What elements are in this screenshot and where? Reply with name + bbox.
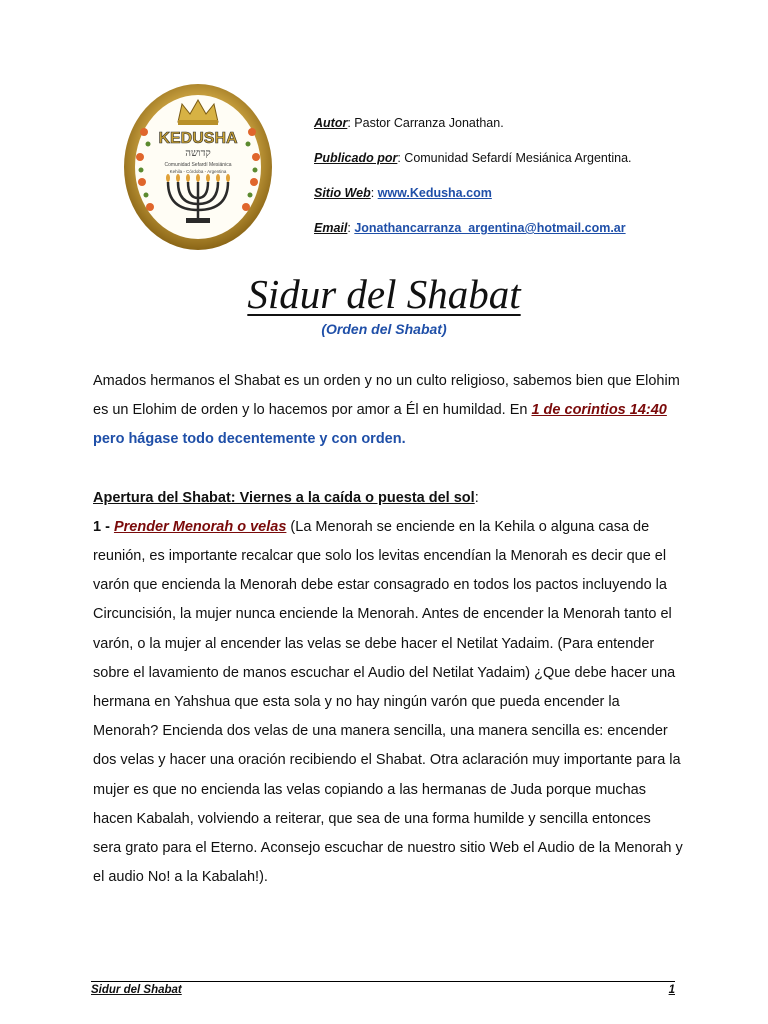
email-label: Email	[314, 221, 348, 235]
title-text: Sidur del Shabat	[247, 271, 521, 317]
author-line	[314, 106, 632, 141]
section-heading-colon: :	[474, 489, 479, 506]
website-line	[314, 176, 632, 211]
step-title: Prender Menorah o velas	[113, 518, 287, 535]
page-number: 1	[668, 984, 675, 996]
document-title	[0, 268, 768, 320]
logo-name: KEDUSHA	[158, 130, 238, 147]
document-subtitle: (Orden del Shabat)	[321, 321, 447, 337]
logo-hebrew: קדושה	[185, 148, 211, 159]
publisher-value: : Comunidad Sefardí Mesiánica Argentina.	[397, 151, 632, 165]
website-link[interactable]: www.Kedusha.com	[377, 186, 492, 200]
website-separator: :	[370, 186, 378, 200]
author-label: Autor	[314, 116, 348, 130]
logo-place: Kehila - Córdoba - Argentina	[169, 169, 227, 174]
website-label: Sitio Web	[314, 186, 371, 200]
intro-paragraph	[93, 367, 683, 455]
section-heading-text: Apertura del Shabat: Viernes a la caída o puesta del sol	[93, 489, 475, 506]
document-meta	[314, 106, 632, 246]
footer-title: Sidur del Shabat	[91, 984, 182, 996]
step-text: (La Menorah se enciende en la Kehila o alguna casa de reunión, es importante recalcar que solo los levitas encendían la Menorah es decir que el varón que encienda la Menorah debe estar consagrado en todos los pactos incluyendo la Circuncisión, la mujer nunca enciende la Menorah. Antes de encender la Menorah tanto el varón, o la mujer al encender las velas se debe hacer el Netilat Yadaim. (Para entender sobre el lavamiento de manos escuchar el Audio del Netilat Yadaim) ¿Que debe hacer una hermana en Yahshua que esta sola y no hay ningún varón que pueda encender la Menorah? Encienda dos velas de una manera sencilla, una manera sencilla es: encender dos velas y hacer una oración recibiendo el Shabat. Otra aclaración muy importante para la mujer es que no encienda las velas copiando a las hermanas de Juda porque muchas hacen Kabalah, volviendo a reiterar, que sea de una forma humilde y sencilla entonces sera grato para el Eterno. Aconsejo escuchar de nuestro sitio Web el Audio de la Menorah y el audio No! a la Kabalah!).	[93, 518, 683, 886]
publisher-line	[314, 141, 632, 176]
publisher-label: Publicado por	[314, 151, 398, 165]
bible-reference: 1 de corintios 14:40	[531, 402, 667, 419]
email-separator: :	[347, 221, 355, 235]
logo-subtitle: Comunidad Sefardí Mesiánica	[164, 162, 232, 168]
author-value: : Pastor Carranza Jonathan.	[347, 116, 504, 130]
step-1-paragraph	[93, 513, 683, 893]
document-body	[93, 367, 683, 892]
section-heading	[93, 484, 683, 513]
email-line	[314, 211, 632, 246]
bible-quote: pero hágase todo decentemente y con orden.	[93, 431, 406, 448]
email-link[interactable]: Jonathancarranza_argentina@hotmail.com.ar	[354, 221, 626, 235]
page-footer	[91, 981, 675, 996]
paragraph-gap	[93, 455, 683, 484]
kedusha-logo	[122, 82, 274, 252]
step-number: 1 -	[93, 518, 114, 535]
intro-text: Amados hermanos el Shabat es un orden y no un culto religioso, sabemos bien que Elohim es un Elohim de orden y lo hacemos por amor a Él en humildad. En	[93, 373, 680, 419]
